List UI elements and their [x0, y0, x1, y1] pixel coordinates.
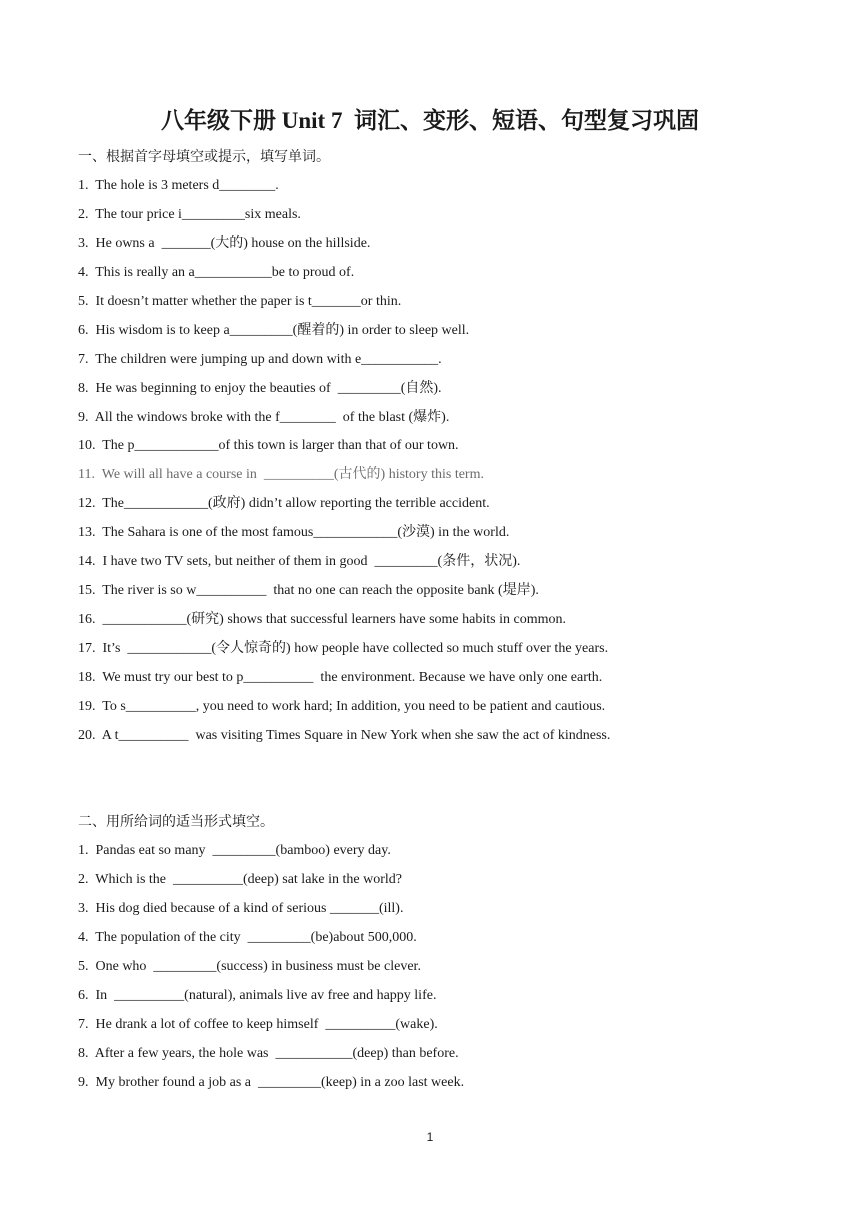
question-item: 8. After a few years, the hole was ___________(deep) than before.	[78, 1045, 459, 1061]
question-item: 8. He was beginning to enjoy the beauties of _________(自然).	[78, 380, 442, 396]
question-item: 9. All the windows broke with the f________ of the blast (爆炸).	[78, 409, 450, 425]
question-item: 12. The____________(政府) didn’t allow reporting the terrible accident.	[78, 496, 490, 512]
section-2-list	[78, 842, 464, 1102]
question-item: 20. A t__________ was visiting Times Square in New York when she saw the act of kindness.	[78, 727, 611, 743]
question-item: 7. He drank a lot of coffee to keep himself __________(wake).	[78, 1016, 438, 1032]
question-item: 1. The hole is 3 meters d________.	[78, 178, 279, 193]
question-item: 11. We will all have a course in __________(古代的) history this term.	[78, 467, 484, 483]
question-item: 2. The tour price i_________six meals.	[78, 206, 301, 222]
question-item: 5. It doesn’t matter whether the paper is t_______or thin.	[78, 293, 402, 309]
question-item: 4. This is really an a___________be to proud of.	[78, 264, 355, 280]
question-item: 3. His dog died because of a kind of serious _______(ill).	[78, 900, 404, 916]
question-item: 10. The p____________of this town is larger than that of our town.	[78, 438, 459, 454]
question-item: 5. One who _________(success) in business must be clever.	[78, 958, 421, 974]
question-item: 2. Which is the __________(deep) sat lake in the world?	[78, 871, 402, 887]
question-item: 16. ____________(研究) shows that successful learners have some habits in common.	[78, 612, 566, 628]
question-item: 6. His wisdom is to keep a_________(醒着的) in order to sleep well.	[78, 322, 470, 338]
question-item: 14. I have two TV sets, but neither of them in good _________(条件，状况).	[78, 554, 521, 570]
question-item: 18. We must try our best to p__________ the environment. Because we have only one earth.	[78, 669, 603, 685]
question-item: 3. He owns a _______(大的) house on the hillside.	[78, 235, 371, 251]
question-item: 13. The Sahara is one of the most famous____________(沙漠) in the world.	[78, 525, 510, 541]
question-item: 6. In __________(natural), animals live av free and happy life.	[78, 987, 437, 1003]
question-item: 19. To s__________, you need to work hard; In addition, you need to be patient and cautious.	[78, 698, 606, 714]
question-item: 15. The river is so w__________ that no one can reach the opposite bank (堤岸).	[78, 583, 539, 599]
section-1-heading: 一、根据首字母填空或提示，填写单词。	[78, 149, 330, 165]
page-number: 1	[426, 1130, 434, 1144]
section-1-list	[78, 177, 610, 756]
question-item: 17. It’s ____________(令人惊奇的) how people have collected so much stuff over the years.	[78, 641, 609, 656]
question-item: 4. The population of the city _________(be)about 500,000.	[78, 929, 417, 945]
question-item: 9. My brother found a job as a _________(keep) in a zoo last week.	[78, 1074, 465, 1090]
page-title: 八年级下册 Unit 7 词汇、变形、短语、句型复习巩固	[161, 108, 699, 133]
question-item: 1. Pandas eat so many _________(bamboo) every day.	[78, 843, 391, 858]
question-item: 7. The children were jumping up and down with e___________.	[78, 351, 442, 367]
section-2-heading: 二、用所给词的适当形式填空。	[78, 814, 274, 830]
